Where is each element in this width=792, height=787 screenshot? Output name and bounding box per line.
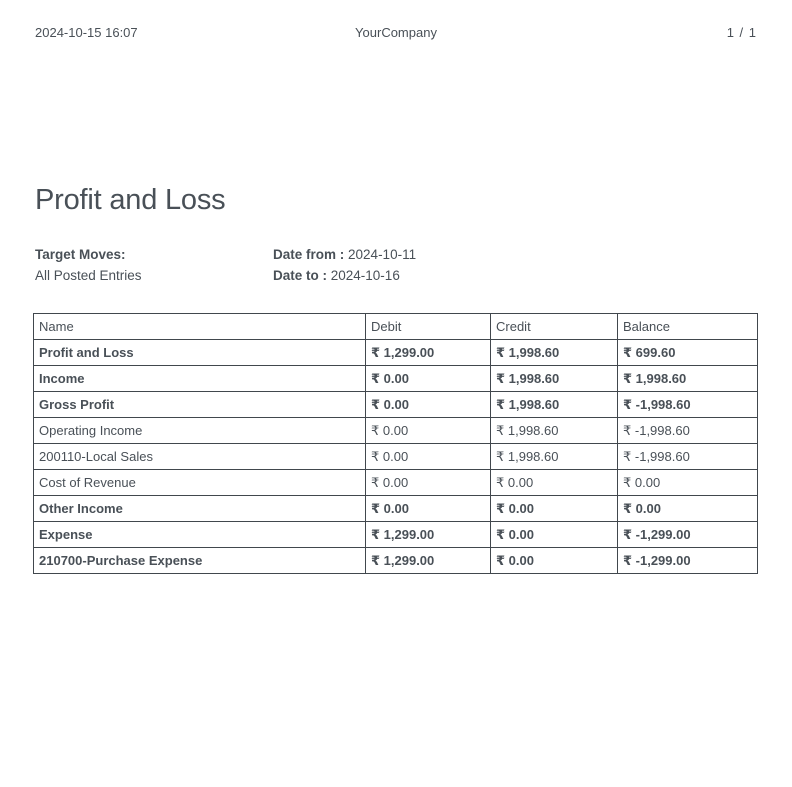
row-debit-cell: ₹ 0.00 bbox=[366, 366, 491, 392]
row-credit-cell: ₹ 1,998.60 bbox=[491, 418, 618, 444]
target-moves-value: All Posted Entries bbox=[35, 268, 142, 283]
date-from-label: Date from : bbox=[273, 247, 345, 262]
header-page-number: 1 / 1 bbox=[726, 25, 758, 40]
row-credit-cell: ₹ 1,998.60 bbox=[491, 366, 618, 392]
table-row bbox=[34, 444, 758, 470]
row-balance-cell: ₹ -1,998.60 bbox=[618, 418, 758, 444]
row-debit-cell: ₹ 1,299.00 bbox=[366, 522, 491, 548]
row-credit-cell: ₹ 1,998.60 bbox=[491, 392, 618, 418]
row-credit-cell: ₹ 0.00 bbox=[491, 470, 618, 496]
column-header-balance: Balance bbox=[618, 314, 758, 340]
table-header-row bbox=[34, 314, 758, 340]
row-credit-cell: ₹ 0.00 bbox=[491, 496, 618, 522]
row-debit-cell: ₹ 0.00 bbox=[366, 496, 491, 522]
row-balance-cell: ₹ -1,998.60 bbox=[618, 392, 758, 418]
row-balance-cell: ₹ 0.00 bbox=[618, 496, 758, 522]
target-moves-block bbox=[35, 244, 273, 286]
table-row bbox=[34, 392, 758, 418]
table-row bbox=[34, 470, 758, 496]
row-debit-cell: ₹ 0.00 bbox=[366, 418, 491, 444]
report-table bbox=[33, 313, 758, 574]
row-balance-cell: ₹ 1,998.60 bbox=[618, 366, 758, 392]
row-debit-cell: ₹ 1,299.00 bbox=[366, 340, 491, 366]
table-row bbox=[34, 418, 758, 444]
column-header-debit: Debit bbox=[366, 314, 491, 340]
row-debit-cell: ₹ 0.00 bbox=[366, 470, 491, 496]
row-credit-cell: ₹ 0.00 bbox=[491, 548, 618, 574]
row-name-cell: Income bbox=[34, 366, 366, 392]
date-to-value: 2024-10-16 bbox=[330, 268, 400, 283]
row-name-cell: Expense bbox=[34, 522, 366, 548]
row-debit-cell: ₹ 0.00 bbox=[366, 444, 491, 470]
row-debit-cell: ₹ 1,299.00 bbox=[366, 548, 491, 574]
row-balance-cell: ₹ -1,299.00 bbox=[618, 522, 758, 548]
row-name-cell: Cost of Revenue bbox=[34, 470, 366, 496]
table-row bbox=[34, 340, 758, 366]
report-title: Profit and Loss bbox=[35, 184, 226, 216]
row-name-cell: Operating Income bbox=[34, 418, 366, 444]
row-name-cell: 200110-Local Sales bbox=[34, 444, 366, 470]
row-name-cell: Other Income bbox=[34, 496, 366, 522]
report-table-body bbox=[34, 340, 758, 574]
date-to-label: Date to : bbox=[273, 268, 327, 283]
date-range-block bbox=[273, 244, 416, 286]
date-from-value: 2024-10-11 bbox=[348, 247, 417, 262]
row-credit-cell: ₹ 1,998.60 bbox=[491, 444, 618, 470]
table-row bbox=[34, 548, 758, 574]
row-balance-cell: ₹ -1,299.00 bbox=[618, 548, 758, 574]
header-company-name: YourCompany bbox=[355, 25, 437, 40]
row-name-cell: Gross Profit bbox=[34, 392, 366, 418]
column-header-credit: Credit bbox=[491, 314, 618, 340]
row-name-cell: 210700-Purchase Expense bbox=[34, 548, 366, 574]
report-info-block bbox=[35, 244, 416, 286]
table-row bbox=[34, 496, 758, 522]
row-name-cell: Profit and Loss bbox=[34, 340, 366, 366]
date-to-line bbox=[273, 265, 416, 286]
row-balance-cell: ₹ 699.60 bbox=[618, 340, 758, 366]
row-credit-cell: ₹ 0.00 bbox=[491, 522, 618, 548]
column-header-name: Name bbox=[34, 314, 366, 340]
target-moves-label: Target Moves: bbox=[35, 247, 126, 262]
table-row bbox=[34, 366, 758, 392]
row-balance-cell: ₹ 0.00 bbox=[618, 470, 758, 496]
row-debit-cell: ₹ 0.00 bbox=[366, 392, 491, 418]
page-header bbox=[35, 25, 757, 40]
date-from-line bbox=[273, 244, 416, 265]
row-balance-cell: ₹ -1,998.60 bbox=[618, 444, 758, 470]
table-row bbox=[34, 522, 758, 548]
row-credit-cell: ₹ 1,998.60 bbox=[491, 340, 618, 366]
header-datetime: 2024-10-15 16:07 bbox=[35, 25, 138, 40]
